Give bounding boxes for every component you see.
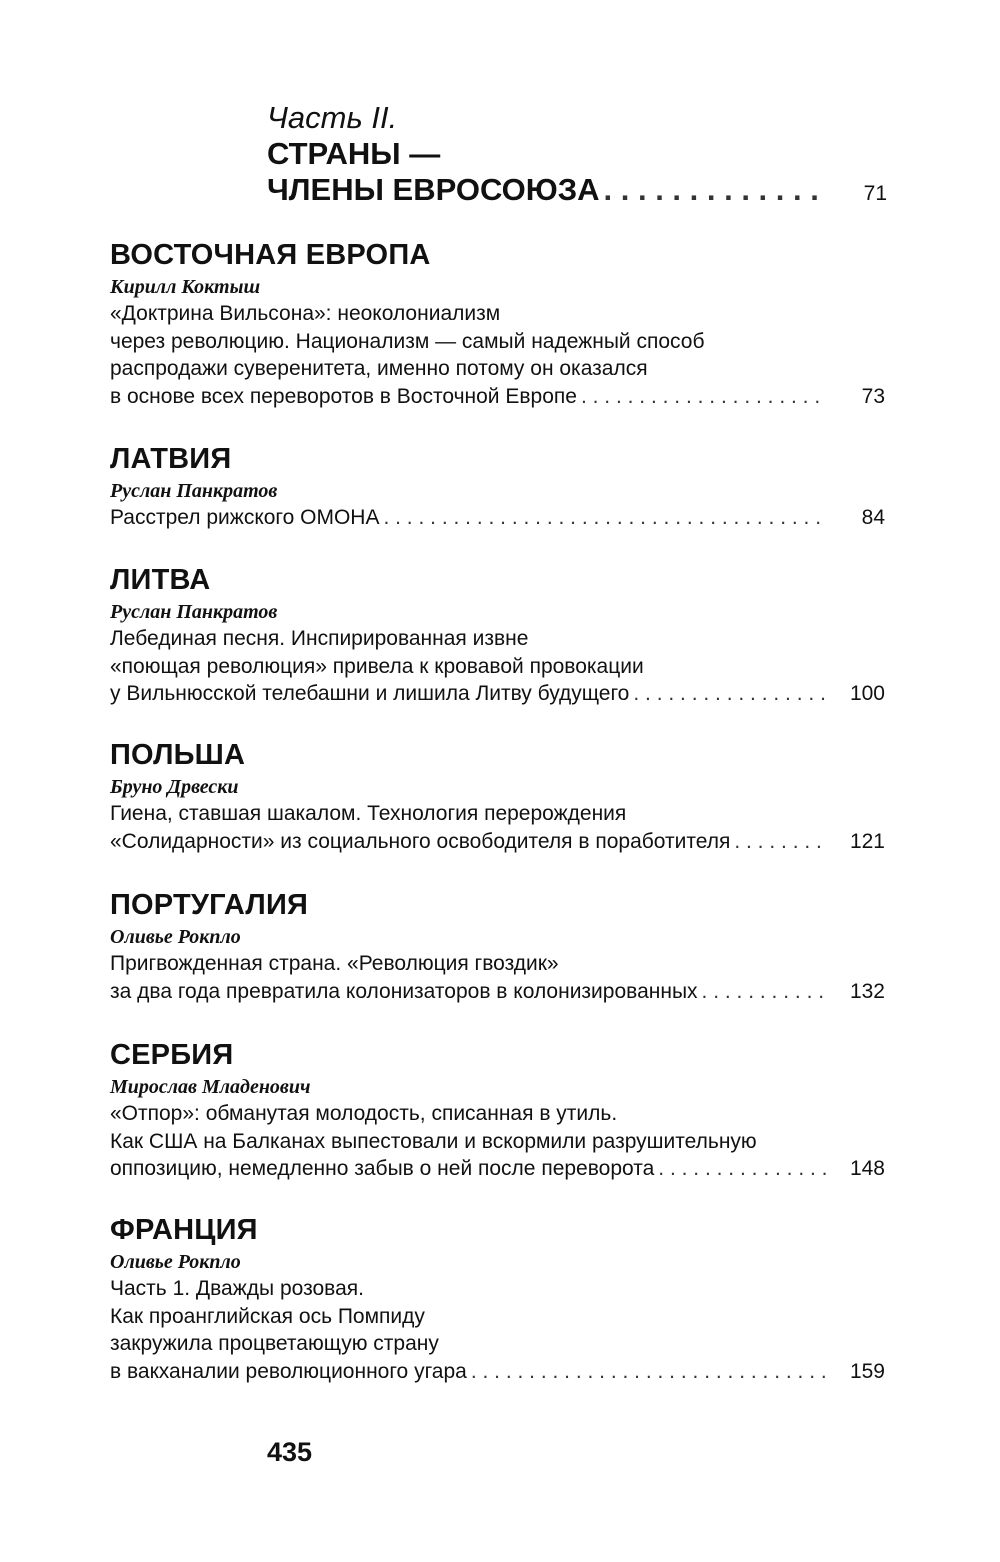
page-number: 121 [849, 829, 885, 853]
entry-line: Как проанглийская ось Помпиду [110, 1304, 425, 1328]
entry-line: распродажи суверенитета, именно потому он оказался [110, 357, 648, 380]
country-heading: ЛАТВИЯ [110, 443, 232, 475]
country-heading: ВОСТОЧНАЯ ЕВРОПА [110, 239, 431, 271]
entry-line: в вакханалии революционного угара [110, 1359, 467, 1383]
part-title-line-2: ЧЛЕНЫ ЕВРОСОЮЗА [267, 172, 600, 207]
entry-line: в основе всех переворотов в Восточной Европе [110, 384, 577, 408]
entry-line: Как США на Балканах выпестовали и вскормили разрушительную [110, 1129, 757, 1153]
author-name: Руслан Панкратов [110, 601, 278, 623]
entry-line: «поющая революция» привела к кровавой провокации [110, 654, 644, 678]
entry-line: Гиена, ставшая шакалом. Технология перерождения [110, 802, 627, 825]
leader-dots [658, 1155, 827, 1183]
entry-line: Пригвожденная страна. «Революция гвоздик» [110, 952, 559, 975]
leader-dots [702, 978, 827, 1006]
leader-dots [734, 828, 827, 856]
entry-line: оппозицию, немедленно забыв о ней после переворота [110, 1157, 655, 1180]
part-heading [267, 100, 887, 212]
entry-last-line[interactable] [110, 383, 885, 411]
author-name: Руслан Панкратов [110, 480, 278, 502]
part-page-number: 71 [863, 182, 887, 205]
entry-last-line[interactable] [110, 978, 885, 1006]
page-number: 100 [849, 682, 885, 705]
country-heading: СЕРБИЯ [110, 1039, 234, 1071]
part-title-line-1: СТРАНЫ — [267, 136, 441, 171]
entry-line: Часть 1. Дважды розовая. [110, 1277, 364, 1300]
entry-last-line[interactable] [110, 1155, 885, 1183]
page-folio-number: 435 [267, 1437, 313, 1467]
entry-line: через революцию. Национализм — самый надежный способ [110, 329, 705, 353]
country-heading: ФРАНЦИЯ [110, 1214, 258, 1246]
toc-entry-latvia [110, 442, 885, 532]
entry-line: Расстрел рижского ОМОНА [110, 506, 380, 529]
page-number: 159 [849, 1359, 885, 1383]
entry-last-line[interactable] [110, 680, 885, 708]
leader-dots [383, 504, 827, 532]
part-title-row [267, 172, 887, 212]
part-label: Часть II. [267, 100, 398, 135]
entry-line: Лебединая песня. Инспирированная извне [110, 627, 529, 650]
author-name: Оливье Рокпло [110, 926, 241, 948]
entry-line: «Отпор»: обманутая молодость, списанная в утиль. [110, 1102, 618, 1125]
leader-dots [471, 1358, 827, 1386]
toc-entry-eastern-europe [110, 238, 885, 410]
toc-entry-lithuania [110, 563, 885, 708]
author-name: Мирослав Младенович [110, 1076, 311, 1098]
leader-dots [581, 383, 827, 411]
page-number: 148 [849, 1157, 885, 1180]
page-number: 84 [861, 506, 885, 529]
author-name: Оливье Рокпло [110, 1251, 241, 1273]
toc-entry-france [110, 1213, 885, 1385]
toc-entry-poland [110, 738, 885, 855]
entry-line: за два года превратила колонизаторов в колонизированных [110, 979, 698, 1003]
page-number: 73 [861, 384, 885, 408]
entry-line: «Доктрина Вильсона»: неоколониализм [110, 302, 501, 325]
toc-entry-portugal [110, 888, 885, 1005]
leader-dots [604, 172, 829, 208]
entry-last-line[interactable] [110, 828, 885, 856]
toc-entry-serbia [110, 1038, 885, 1183]
entry-line: «Солидарности» из социального освободителя в поработителя [110, 829, 731, 853]
country-heading: ПОРТУГАЛИЯ [110, 889, 309, 921]
country-heading: ПОЛЬША [110, 739, 246, 771]
entry-last-line[interactable] [110, 1358, 885, 1386]
leader-dots [633, 680, 827, 708]
entry-line: закружила процветающую страну [110, 1332, 439, 1355]
page-number: 132 [849, 979, 885, 1003]
entry-last-line[interactable] [110, 504, 885, 532]
author-name: Бруно Дрвески [110, 776, 239, 798]
author-name: Кирилл Коктыш [110, 276, 261, 298]
country-heading: ЛИТВА [110, 564, 211, 596]
entry-line: у Вильнюсской телебашни и лишила Литву будущего [110, 682, 630, 705]
